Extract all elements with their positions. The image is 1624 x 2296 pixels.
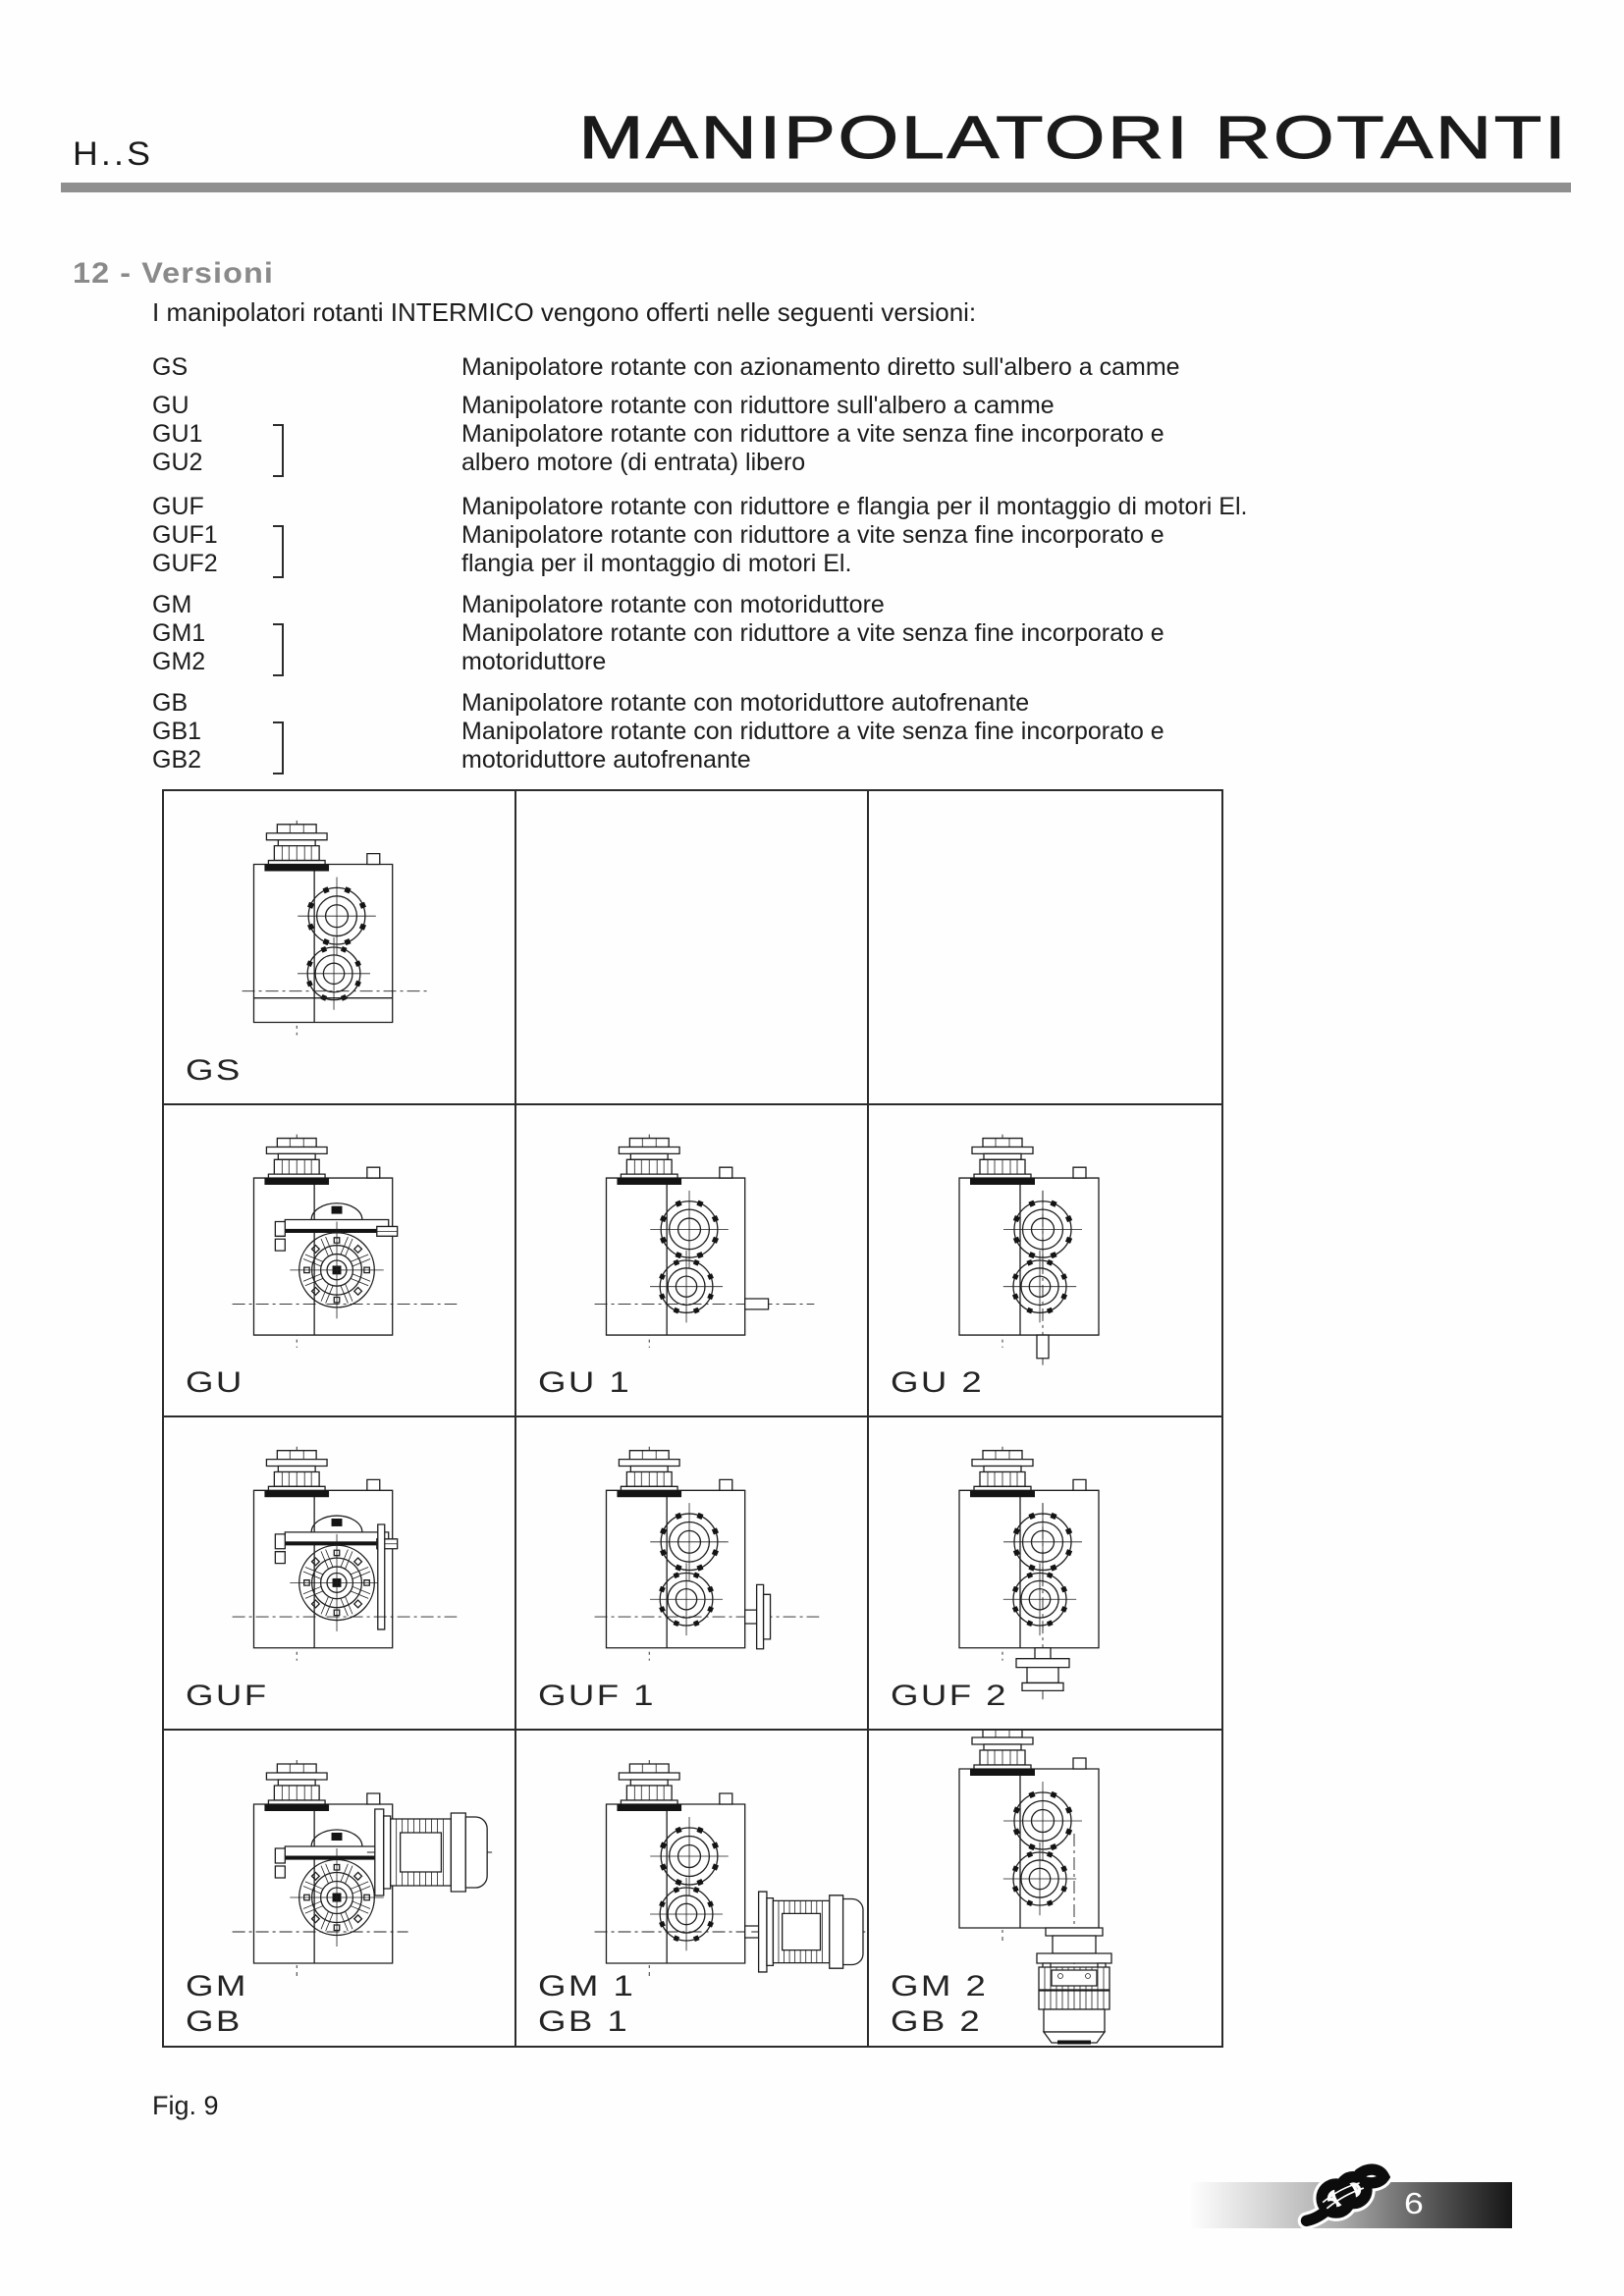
- version-code: GB1: [152, 718, 202, 745]
- version-row: [152, 420, 1488, 449]
- page-number: 6: [1404, 2186, 1425, 2220]
- version-code: GU: [152, 392, 189, 419]
- cell-label: GU: [186, 1366, 244, 1399]
- version-group-guf: [152, 493, 1488, 578]
- version-desc: motoriduttore: [461, 648, 607, 675]
- version-desc: Manipolatore rotante con riduttore a vite senza fine incorporato e: [461, 619, 1164, 647]
- version-desc: Manipolatore rotante con riduttore a vite senza fine incorporato e: [461, 521, 1164, 549]
- cell-label: [186, 1969, 248, 2040]
- version-row: [152, 493, 1488, 521]
- version-row: [152, 392, 1488, 420]
- figure-cell-gm1-gb1: [516, 1731, 869, 2046]
- version-code: GB: [152, 689, 189, 717]
- figure-caption: Fig. 9: [152, 2091, 219, 2120]
- version-row: [152, 353, 1488, 382]
- model-code: H..S: [73, 135, 154, 173]
- figure-cell-guf: [164, 1417, 516, 1731]
- cell-label-line: GM: [186, 1970, 248, 2002]
- cell-label-line: GB 1: [538, 2005, 630, 2038]
- version-row: [152, 449, 1488, 477]
- version-row: [152, 746, 1488, 774]
- version-row: [152, 689, 1488, 718]
- version-row: [152, 619, 1488, 648]
- version-code: GU2: [152, 449, 203, 476]
- figure-cell-gu2: [869, 1105, 1221, 1417]
- cell-label: GUF 2: [891, 1680, 1008, 1712]
- version-desc: Manipolatore rotante con motoriduttore autofrenante: [461, 689, 1030, 717]
- version-row: [152, 718, 1488, 746]
- group-bracket: [273, 424, 284, 477]
- cell-label: GUF 1: [538, 1680, 656, 1712]
- figure-cell-gu1: [516, 1105, 869, 1417]
- version-desc: motoriduttore autofrenante: [461, 746, 751, 774]
- cell-label: GU 2: [891, 1366, 985, 1399]
- cell-label: GUF: [186, 1680, 269, 1712]
- version-desc: Manipolatore rotante con riduttore a vite senza fine incorporato e: [461, 420, 1164, 448]
- header-rule: [61, 183, 1571, 192]
- group-bracket: [273, 623, 284, 676]
- version-desc: Manipolatore rotante con riduttore a vite senza fine incorporato e: [461, 718, 1164, 745]
- cell-label: [891, 1969, 988, 2040]
- version-code: GUF: [152, 493, 204, 520]
- page-title: MANIPOLATORI ROTANTI: [577, 104, 1568, 171]
- versions-list: [152, 353, 1488, 784]
- version-row: [152, 648, 1488, 676]
- cell-label-line: GB 2: [891, 2005, 983, 2038]
- version-code: GB2: [152, 746, 202, 774]
- group-bracket: [273, 721, 284, 774]
- section-heading: 12 - Versioni: [73, 257, 274, 290]
- cell-label-line: GM 2: [891, 1970, 989, 2002]
- group-bracket: [273, 525, 284, 578]
- version-group-gu: [152, 392, 1488, 477]
- figure-cell-gm-gb: [164, 1731, 516, 2046]
- figure-cell-empty: [516, 791, 869, 1105]
- cell-label: [538, 1969, 635, 2040]
- version-row: [152, 521, 1488, 550]
- figure-cell-gm2-gb2: [869, 1731, 1221, 2046]
- section-intro: I manipolatori rotanti INTERMICO vengono offerti nelle seguenti versioni:: [152, 297, 977, 327]
- figure-cell-gs: [164, 791, 516, 1105]
- cell-label-line: GM 1: [538, 1970, 636, 2002]
- version-row: [152, 550, 1488, 578]
- version-code: GM2: [152, 648, 206, 675]
- figure-cell-empty: [869, 791, 1221, 1105]
- version-code: GU1: [152, 420, 203, 448]
- version-desc: Manipolatore rotante con motoriduttore: [461, 591, 885, 618]
- version-code: GUF1: [152, 521, 218, 549]
- version-group-gs: [152, 353, 1488, 382]
- figure-cell-guf2: [869, 1417, 1221, 1731]
- figure-cell-guf1: [516, 1417, 869, 1731]
- version-code: GM1: [152, 619, 206, 647]
- figure-cell-gu: [164, 1105, 516, 1417]
- version-desc: Manipolatore rotante con azionamento diretto sull'albero a camme: [461, 353, 1180, 381]
- version-row: [152, 591, 1488, 619]
- version-desc: flangia per il montaggio di motori El.: [461, 550, 852, 577]
- version-code: GS: [152, 353, 189, 381]
- version-desc: Manipolatore rotante con riduttore e flangia per il montaggio di motori El.: [461, 493, 1248, 520]
- version-desc: albero motore (di entrata) libero: [461, 449, 806, 476]
- version-group-gm: [152, 591, 1488, 676]
- version-group-gb: [152, 689, 1488, 774]
- version-code: GUF2: [152, 550, 218, 577]
- cell-label: GS: [186, 1054, 243, 1087]
- cell-label-line: GB: [186, 2005, 243, 2038]
- cell-label: GU 1: [538, 1366, 632, 1399]
- version-desc: Manipolatore rotante con riduttore sull'albero a camme: [461, 392, 1055, 419]
- figure-grid: [162, 789, 1223, 2048]
- intermico-knot-logo-icon: [1292, 2154, 1394, 2244]
- version-code: GM: [152, 591, 192, 618]
